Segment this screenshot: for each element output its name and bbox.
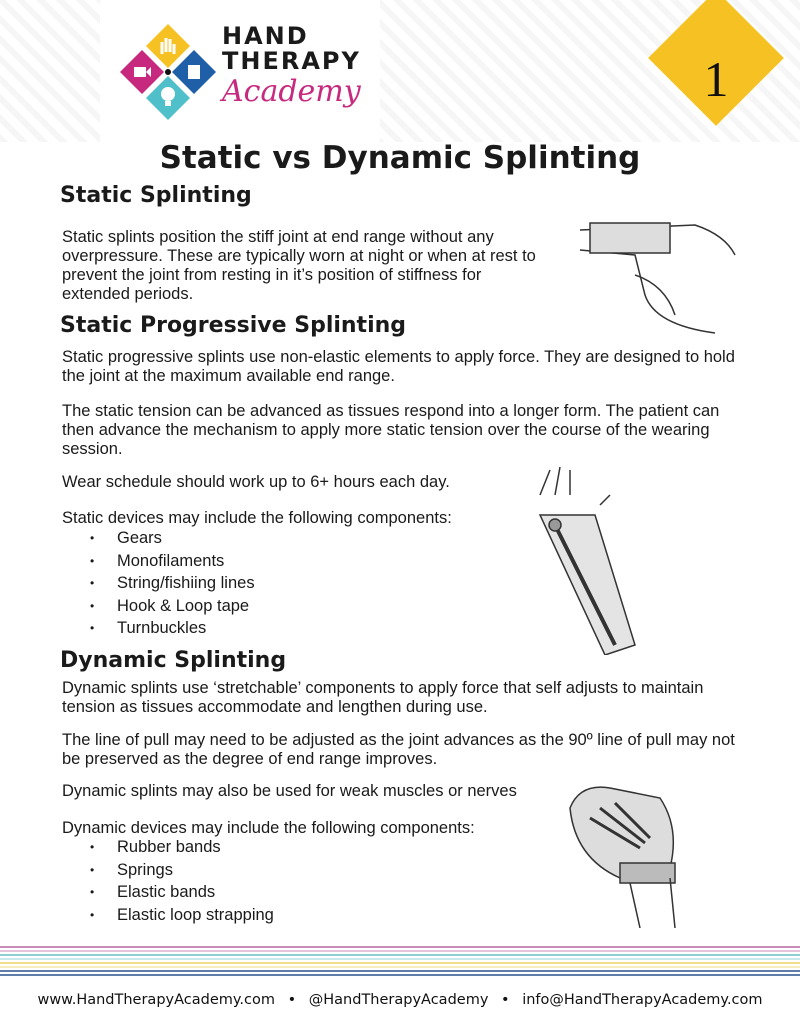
- list-item: • Elastic bands: [90, 881, 274, 904]
- website-link[interactable]: www.HandTherapyAcademy.com: [37, 992, 275, 1008]
- dynamic-p2: The line of pull may need to be adjusted as the joint advances as the 90º line of pull may not be preserved as the degree of end range improves.: [62, 731, 735, 768]
- static-progressive-p1: Static progressive splints use non-elastic elements to apply force. They are designed to hold the joint at the maximum available end range.: [62, 348, 735, 385]
- page-title: Static vs Dynamic Splinting: [159, 140, 641, 176]
- dynamic-p3: Dynamic splints may also be used for weak muscles or nerves: [62, 782, 517, 800]
- list-item: • String/fishiing lines: [90, 572, 255, 595]
- dynamic-components-list: [90, 836, 274, 926]
- logo-text: HAND THERAPY: [222, 22, 361, 75]
- list-item: • Rubber bands: [90, 836, 274, 859]
- list-item: • Hook & Loop tape: [90, 595, 255, 618]
- static-progressive-heading: Static Progressive Splinting: [60, 313, 407, 338]
- list-item: • Turnbuckles: [90, 617, 255, 640]
- social-handle[interactable]: @HandTherapyAcademy: [308, 992, 489, 1008]
- page-number: 1: [703, 51, 729, 107]
- logo-academy: Academy: [222, 74, 361, 109]
- footer-stripes: [0, 946, 800, 978]
- dynamic-heading: Dynamic Splinting: [60, 648, 287, 673]
- static-progressive-p4: Static devices may include the following components:: [62, 509, 452, 527]
- separator: •: [501, 992, 510, 1008]
- separator: •: [287, 992, 297, 1008]
- static-heading: Static Splinting: [60, 183, 252, 208]
- logo-diamond-icon: [118, 22, 218, 122]
- dynamic-p1: Dynamic splints use ‘stretchable’ components to apply force that self adjusts to maintain tension as tissues accommodate and lengthen during use.: [62, 679, 704, 716]
- static-progressive-splint-illustration: [525, 465, 670, 655]
- dynamic-p4: Dynamic devices may include the following components:: [62, 819, 475, 837]
- list-item: • Elastic loop strapping: [90, 904, 274, 927]
- list-item: • Gears: [90, 527, 255, 550]
- static-progressive-p3: Wear schedule should work up to 6+ hours each day.: [62, 473, 450, 491]
- footer: [0, 992, 800, 1008]
- static-progressive-p2: The static tension can be advanced as tissues respond into a longer form. The patient can then advance the mechanism to apply more static tension over the course of the wearing session.: [62, 402, 720, 458]
- static-splint-illustration: [575, 215, 740, 340]
- static-text: Static splints position the stiff joint at end range without any overpressure. These are typically worn at night or when at rest to prevent the joint from resting in it’s position of stiffness for extended periods.: [62, 228, 536, 303]
- static-components-list: [90, 527, 255, 640]
- list-item: • Monofilaments: [90, 550, 255, 573]
- dynamic-splint-illustration: [560, 778, 685, 928]
- email-link[interactable]: info@HandTherapyAcademy.com: [522, 992, 763, 1008]
- list-item: • Springs: [90, 859, 274, 882]
